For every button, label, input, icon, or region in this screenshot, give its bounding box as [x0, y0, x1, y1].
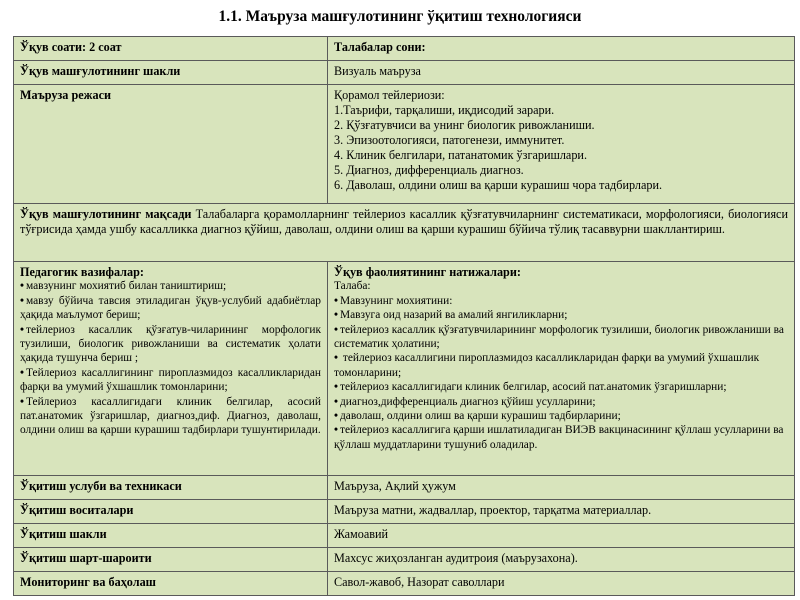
goal-label: Ўқув машғулотининг мақсади: [20, 207, 192, 221]
list-item: • мавзунинг мохиятиб билан таништириш;: [20, 279, 321, 293]
table-row: [14, 262, 795, 476]
table-row: [14, 85, 795, 204]
table-row: [14, 500, 795, 524]
table-row: [14, 37, 795, 61]
method-label: Ўқитиш услуби ва техникаси: [14, 476, 328, 500]
list-item: 3. Эпизоотологияси, патогенези, иммунитет.: [334, 133, 565, 147]
list-item: • даволаш, олдини олиш ва қарши курашиш тадбирларини;: [334, 409, 788, 423]
list-item: 5. Диагноз, дифференциаль диагноз.: [334, 163, 524, 177]
results-label: Ўқув фаолиятининг натижалари:: [334, 265, 521, 279]
monitoring-label: Мониторинг ва баҳолаш: [14, 572, 328, 596]
shape-label: Ўқитиш шакли: [14, 524, 328, 548]
table-row: [14, 204, 795, 262]
monitoring-value: Савол-жавоб, Назорат саволлари: [328, 572, 795, 596]
list-item: • Тейлериоз касаллигининг пироплазмидоз касалликларидан фарқи ва умумий ўхшашлик томонларини;: [20, 366, 321, 395]
list-item: • Тейлериоз касаллигидаги клиник белгилар, асосий пат.анатомик ўзгаришлар, диагноз,диф. Диагноз, даволаш, олдини олиш ва қарши курашиш тадбирлари тушунтирилади.: [20, 395, 321, 438]
list-item: • тейлериоз касаллигини пироплазмидоз касалликларидан фарқи ва умумий ўхшашлик томонларини;: [334, 351, 788, 380]
list-item: • тейлериоз касаллигига қарши ишлатиладиган ВИЭВ вакцинасининг қўллаш усулларини ва қўллаш муддатларини тушуниб оладилар.: [334, 423, 788, 452]
tools-label: Ўқитиш воситалари: [14, 500, 328, 524]
tasks-cell: [14, 262, 328, 476]
list-item: 6. Даволаш, олдини олиш ва қарши курашиш чора тадбирлари.: [334, 178, 663, 192]
conditions-value: Махсус жиҳозланган аудитроия (маърузахона).: [328, 548, 795, 572]
plan-label: Маъруза режаси: [14, 85, 328, 204]
goal-text: Талабаларга қорамолларнинг тейлериоз касаллик қўзғатувчиларнинг систематикаси, морфологияси, биологияси тўғрисида ҳамда ушбу касалликка диагноз қўйиш, даволаш, олдини олиш ва қарши курашиш бўйича тўлиқ тасаввурни шакллантириш.: [20, 207, 788, 236]
method-value: Маъруза, Ақлий ҳужум: [328, 476, 795, 500]
list-item: • диагноз,дифференциаль диагноз қўйиш усулларини;: [334, 395, 788, 409]
form-label: Ўқув машғулотининг шакли: [14, 61, 328, 85]
goal-cell: [14, 204, 795, 262]
shape-value: Жамоавий: [328, 524, 795, 548]
form-value: Визуаль маъруза: [328, 61, 795, 85]
list-item: • мавзу бўйича тавсия этиладиган ўқув-услубий адабиётлар ҳақида маълумот бериш;: [20, 294, 321, 323]
lecture-technology-table: [13, 36, 795, 596]
students-count-label: Талабалар сони:: [328, 37, 795, 61]
hours-label: Ўқув соати: 2 соат: [14, 37, 328, 61]
plan-heading: Қорамол тейлериози:: [334, 88, 445, 102]
list-item: 4. Клиник белгилари, патанатомик ўзгаришлари.: [334, 148, 588, 162]
results-cell: [328, 262, 795, 476]
page-title: 1.1. Маъруза машғулотининг ўқитиш технологияси: [218, 8, 582, 25]
results-sub: Талаба:: [334, 280, 371, 293]
list-item: 1.Таърифи, тарқалиши, иқдисодий зарари.: [334, 103, 555, 117]
tools-value: Маъруза матни, жадваллар, проектор, тарқатма материаллар.: [328, 500, 795, 524]
list-item: 2. Қўзғатувчиси ва унинг биологик ривожланиши.: [334, 118, 595, 132]
table-row: [14, 572, 795, 596]
conditions-label: Ўқитиш шарт-шароити: [14, 548, 328, 572]
list-item: • Мавзуга оид назарий ва амалий янгиликларни;: [334, 308, 788, 322]
table-row: [14, 61, 795, 85]
table-row: [14, 476, 795, 500]
list-item: • тейлериоз касаллик қўзғатувчиларининг морфологик тузилиши, биологик ривожланиши ва систематик ҳолатини;: [334, 323, 788, 352]
table-row: [14, 548, 795, 572]
tasks-label: Педагогик вазифалар:: [20, 265, 144, 279]
list-item: • тейлериоз касаллик қўзғатув-чиларининг морфологик тузилиши, биологик ривожланиши ва систематик ҳолати ҳақида тушунча бериш ;: [20, 323, 321, 366]
plan-cell: [328, 85, 795, 204]
table-row: [14, 524, 795, 548]
list-item: • тейлериоз касаллигидаги клиник белгилар, асосий пат.анатомик ўзгаришларни;: [334, 380, 788, 394]
list-item: • Мавзунинг мохиятини:: [334, 294, 788, 308]
